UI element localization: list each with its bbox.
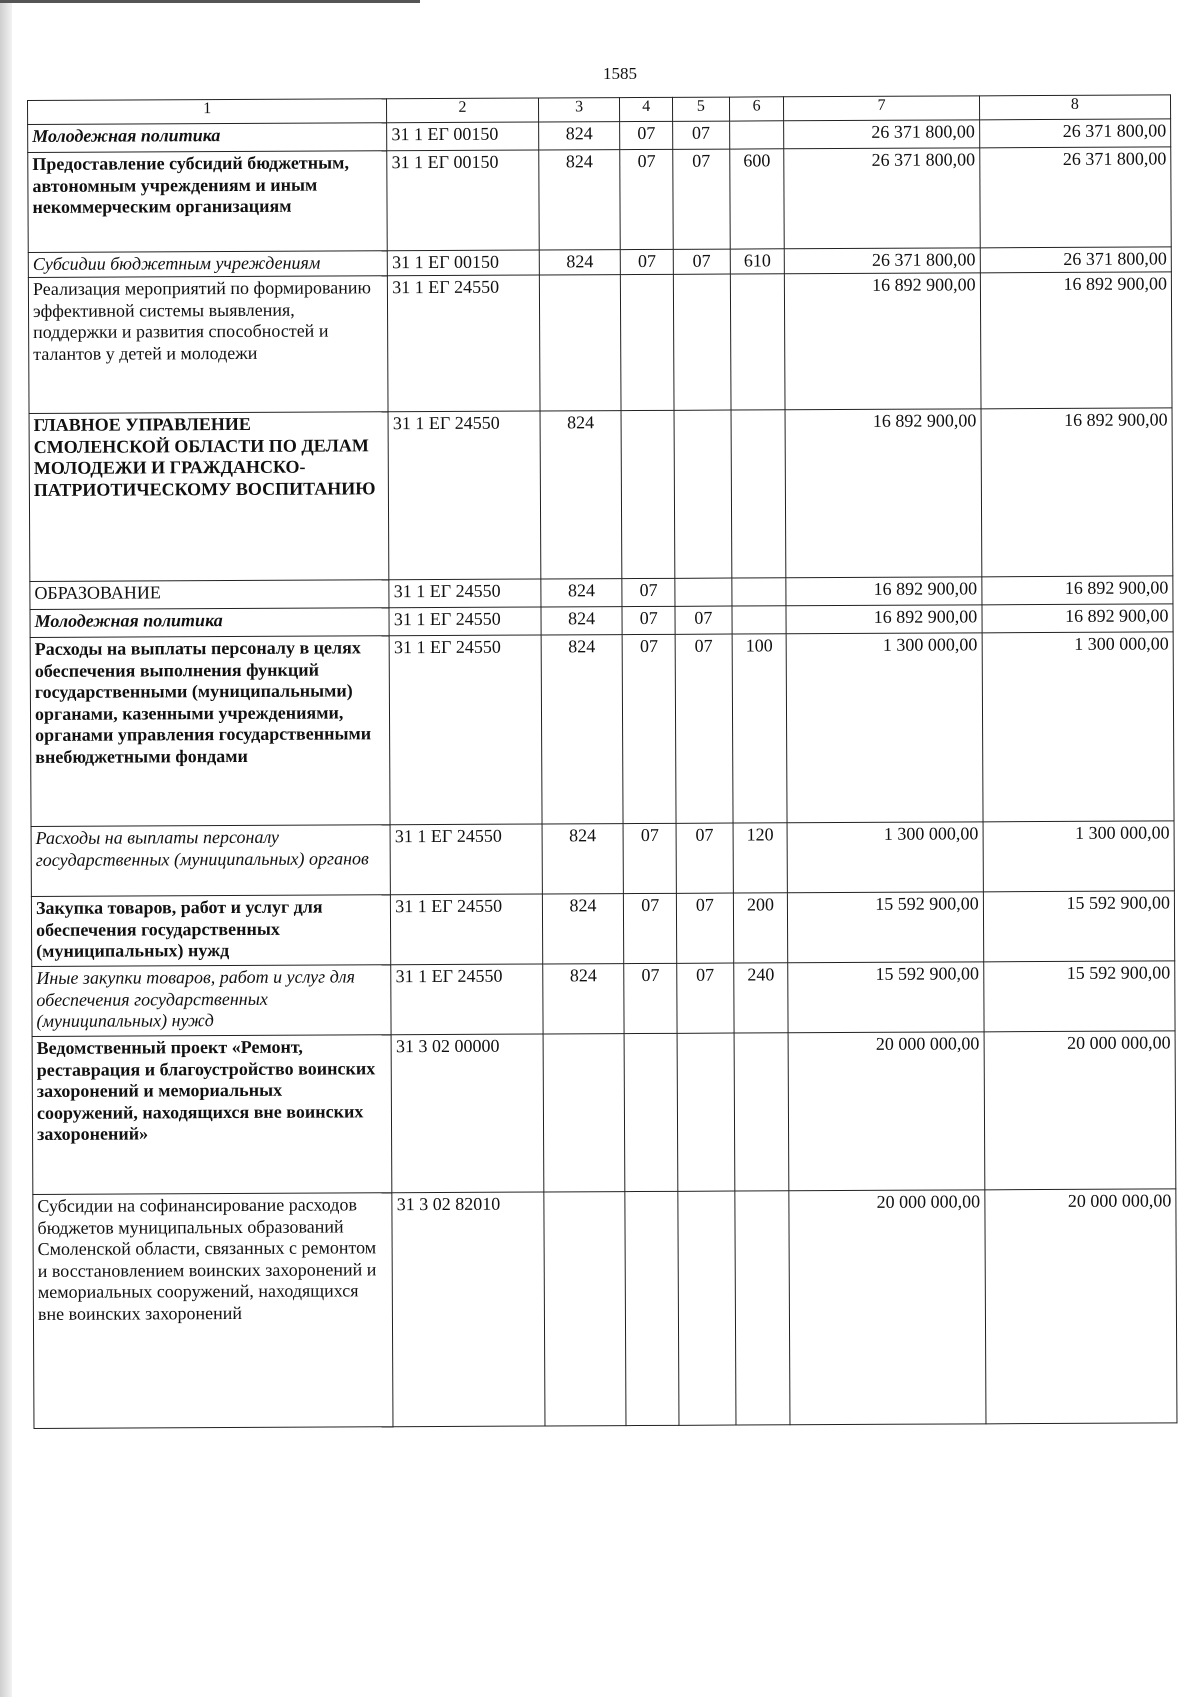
table-body (28, 95, 1177, 1429)
row-amount-2026: 20 000 000,00 (788, 1032, 984, 1191)
row-name: Ведомственный проект «Ремонт, реставрация и благоустройство воинских захоронений и мемориальных сооружений, находящихся вне воинских захоронений» (32, 1035, 392, 1195)
row-code: 31 1 ЕГ 00150 (388, 250, 539, 276)
row-code: 31 1 ЕГ 00150 (387, 150, 539, 251)
row-name: Закупка товаров, работ и услуг для обеспечения государственных (муниципальных) нужд (31, 895, 391, 967)
row-section (621, 274, 674, 410)
row-amount-2027: 16 892 900,00 (981, 408, 1173, 577)
row-expense-type: 100 (732, 634, 788, 823)
table-row (31, 821, 1174, 897)
row-amount-2026: 16 892 900,00 (785, 273, 981, 410)
row-expense-type: 200 (733, 893, 788, 963)
table-row (30, 632, 1174, 827)
row-subsection: 07 (675, 634, 733, 823)
row-amount-2027: 1 300 000,00 (982, 632, 1174, 822)
row-section: 07 (622, 578, 675, 606)
row-subsection: 07 (673, 149, 730, 249)
row-code: 31 1 ЕГ 00150 (387, 122, 538, 151)
header-col-8: 8 (979, 95, 1170, 120)
row-amount-2027: 16 892 900,00 (980, 272, 1172, 409)
row-code: 31 1 ЕГ 24550 (388, 275, 540, 412)
row-name: ОБРАЗОВАНИЕ (30, 580, 389, 610)
row-amount-2026: 16 892 900,00 (785, 409, 981, 578)
row-ministry: 824 (542, 964, 624, 1034)
row-ministry (539, 275, 622, 411)
row-ministry: 824 (542, 894, 624, 964)
row-amount-2026: 1 300 000,00 (787, 822, 983, 893)
row-subsection: 07 (673, 249, 730, 274)
row-name: Расходы на выплаты персоналу в целях обеспечения выполнения функций государственными (муниципальными) органами, казенными учреждениями, органами управления государственными внебюджетными фондами (30, 636, 390, 827)
header-col-4: 4 (620, 97, 673, 121)
row-subsection (673, 274, 730, 410)
row-name: Молодежная политика (28, 123, 387, 153)
row-section: 07 (620, 121, 673, 149)
row-section (625, 1191, 679, 1425)
header-col-7: 7 (784, 96, 980, 121)
table-row (31, 891, 1174, 967)
row-amount-2027: 16 892 900,00 (982, 604, 1173, 633)
page-number: 1585 (603, 64, 637, 83)
row-amount-2027: 26 371 800,00 (979, 119, 1170, 148)
row-ministry: 824 (542, 824, 624, 894)
row-name: Расходы на выплаты персоналу государственных (муниципальных) органов (31, 825, 391, 897)
row-ministry: 824 (540, 411, 623, 579)
row-expense-type (729, 121, 784, 149)
row-subsection: 07 (676, 893, 733, 963)
row-amount-2026: 1 300 000,00 (786, 633, 982, 823)
table-row (28, 147, 1171, 253)
row-subsection: 07 (673, 121, 730, 149)
row-ministry: 824 (540, 579, 622, 607)
row-code: 31 1 ЕГ 24550 (389, 607, 540, 636)
row-ministry (543, 1034, 626, 1192)
row-code: 31 1 ЕГ 24550 (389, 635, 541, 825)
row-name: Предоставление субсидий бюджетным, автономным учреждениям и иным некоммерческим организациям (28, 151, 388, 253)
row-expense-type (732, 578, 787, 606)
row-expense-type (730, 274, 785, 410)
row-code: 31 1 ЕГ 24550 (391, 964, 543, 1035)
row-amount-2026: 16 892 900,00 (786, 577, 982, 606)
row-section: 07 (624, 963, 677, 1033)
row-ministry: 824 (541, 607, 623, 635)
row-expense-type (735, 1191, 791, 1425)
table-row (32, 961, 1175, 1037)
row-amount-2026: 15 592 900,00 (788, 892, 984, 963)
header-col-5: 5 (672, 97, 729, 121)
row-subsection (675, 578, 732, 606)
row-code: 31 1 ЕГ 24550 (389, 579, 540, 608)
header-col-3: 3 (538, 98, 620, 122)
row-subsection (674, 410, 732, 578)
header-col-1: 1 (28, 99, 387, 125)
row-name: ГЛАВНОЕ УПРАВЛЕНИЕ СМОЛЕНСКОЙ ОБЛАСТИ ПО ДЕЛАМ МОЛОДЕЖИ И ГРАЖДАНСКО-ПАТРИОТИЧЕСКОМУ ВОСПИТАНИЮ (29, 412, 389, 582)
row-expense-type: 610 (730, 249, 785, 274)
row-section: 07 (621, 249, 674, 274)
row-expense-type (731, 410, 786, 578)
row-section: 07 (624, 823, 677, 893)
row-code: 31 1 ЕГ 24550 (390, 824, 542, 895)
row-code: 31 1 ЕГ 24550 (388, 411, 540, 580)
row-amount-2027: 26 371 800,00 (980, 247, 1171, 273)
row-code: 31 3 02 00000 (391, 1034, 543, 1193)
row-code: 31 3 02 82010 (392, 1192, 544, 1427)
row-ministry: 824 (541, 635, 624, 824)
row-amount-2027: 20 000 000,00 (985, 1189, 1177, 1424)
row-section (622, 410, 675, 578)
row-name: Иные закупки товаров, работ и услуг для обеспечения государственных (муниципальных) нужд (32, 965, 392, 1037)
table-row (28, 272, 1172, 414)
table-row (32, 1031, 1176, 1195)
row-subsection (678, 1191, 736, 1425)
row-expense-type: 240 (733, 963, 788, 1033)
row-ministry: 824 (539, 250, 621, 275)
header-col-6: 6 (729, 97, 784, 121)
row-subsection: 07 (676, 823, 733, 893)
table-row (33, 1189, 1177, 1429)
table-row (29, 408, 1173, 582)
row-section (625, 1033, 678, 1191)
row-amount-2026: 16 892 900,00 (786, 605, 982, 634)
row-expense-type (732, 606, 787, 634)
row-amount-2027: 1 300 000,00 (983, 821, 1175, 892)
row-amount-2026: 26 371 800,00 (784, 148, 980, 249)
row-subsection: 07 (677, 963, 734, 1033)
row-section: 07 (620, 149, 673, 249)
row-expense-type (734, 1033, 789, 1191)
row-code: 31 1 ЕГ 24550 (391, 894, 543, 965)
row-section: 07 (623, 634, 676, 823)
row-section: 07 (624, 893, 677, 963)
row-subsection: 07 (675, 606, 732, 634)
scan-top-line (0, 0, 420, 3)
row-amount-2027: 16 892 900,00 (982, 576, 1173, 605)
row-amount-2026: 26 371 800,00 (784, 120, 980, 149)
row-amount-2027: 15 592 900,00 (983, 961, 1175, 1032)
row-ministry (543, 1192, 626, 1426)
row-amount-2027: 20 000 000,00 (984, 1031, 1176, 1190)
row-expense-type: 600 (729, 149, 784, 249)
row-amount-2027: 15 592 900,00 (983, 891, 1175, 962)
row-amount-2027: 26 371 800,00 (979, 147, 1171, 248)
row-ministry: 824 (538, 122, 620, 150)
row-expense-type: 120 (733, 823, 788, 893)
scan-edge-shadow (0, 0, 12, 1697)
row-subsection (677, 1033, 734, 1191)
header-col-2: 2 (387, 98, 538, 123)
row-ministry: 824 (538, 150, 620, 250)
budget-table (27, 94, 1177, 1429)
row-name: Молодежная политика (30, 608, 389, 638)
row-amount-2026: 15 592 900,00 (788, 962, 984, 1033)
row-amount-2026: 26 371 800,00 (785, 248, 981, 274)
row-amount-2026: 20 000 000,00 (789, 1190, 986, 1425)
row-name: Реализация мероприятий по формированию эффективной системы выявления, поддержки и развития способностей и талантов у детей и молодежи (28, 276, 388, 414)
row-name: Субсидии на софинансирование расходов бюджетов муниципальных образований Смоленской области, связанных с ремонтом и восстановлением воинских захоронений и мемориальных сооружений, находящихся вне воинских захоронений (33, 1193, 393, 1429)
row-name: Субсидии бюджетным учреждениям (28, 251, 387, 278)
row-section: 07 (622, 606, 675, 634)
